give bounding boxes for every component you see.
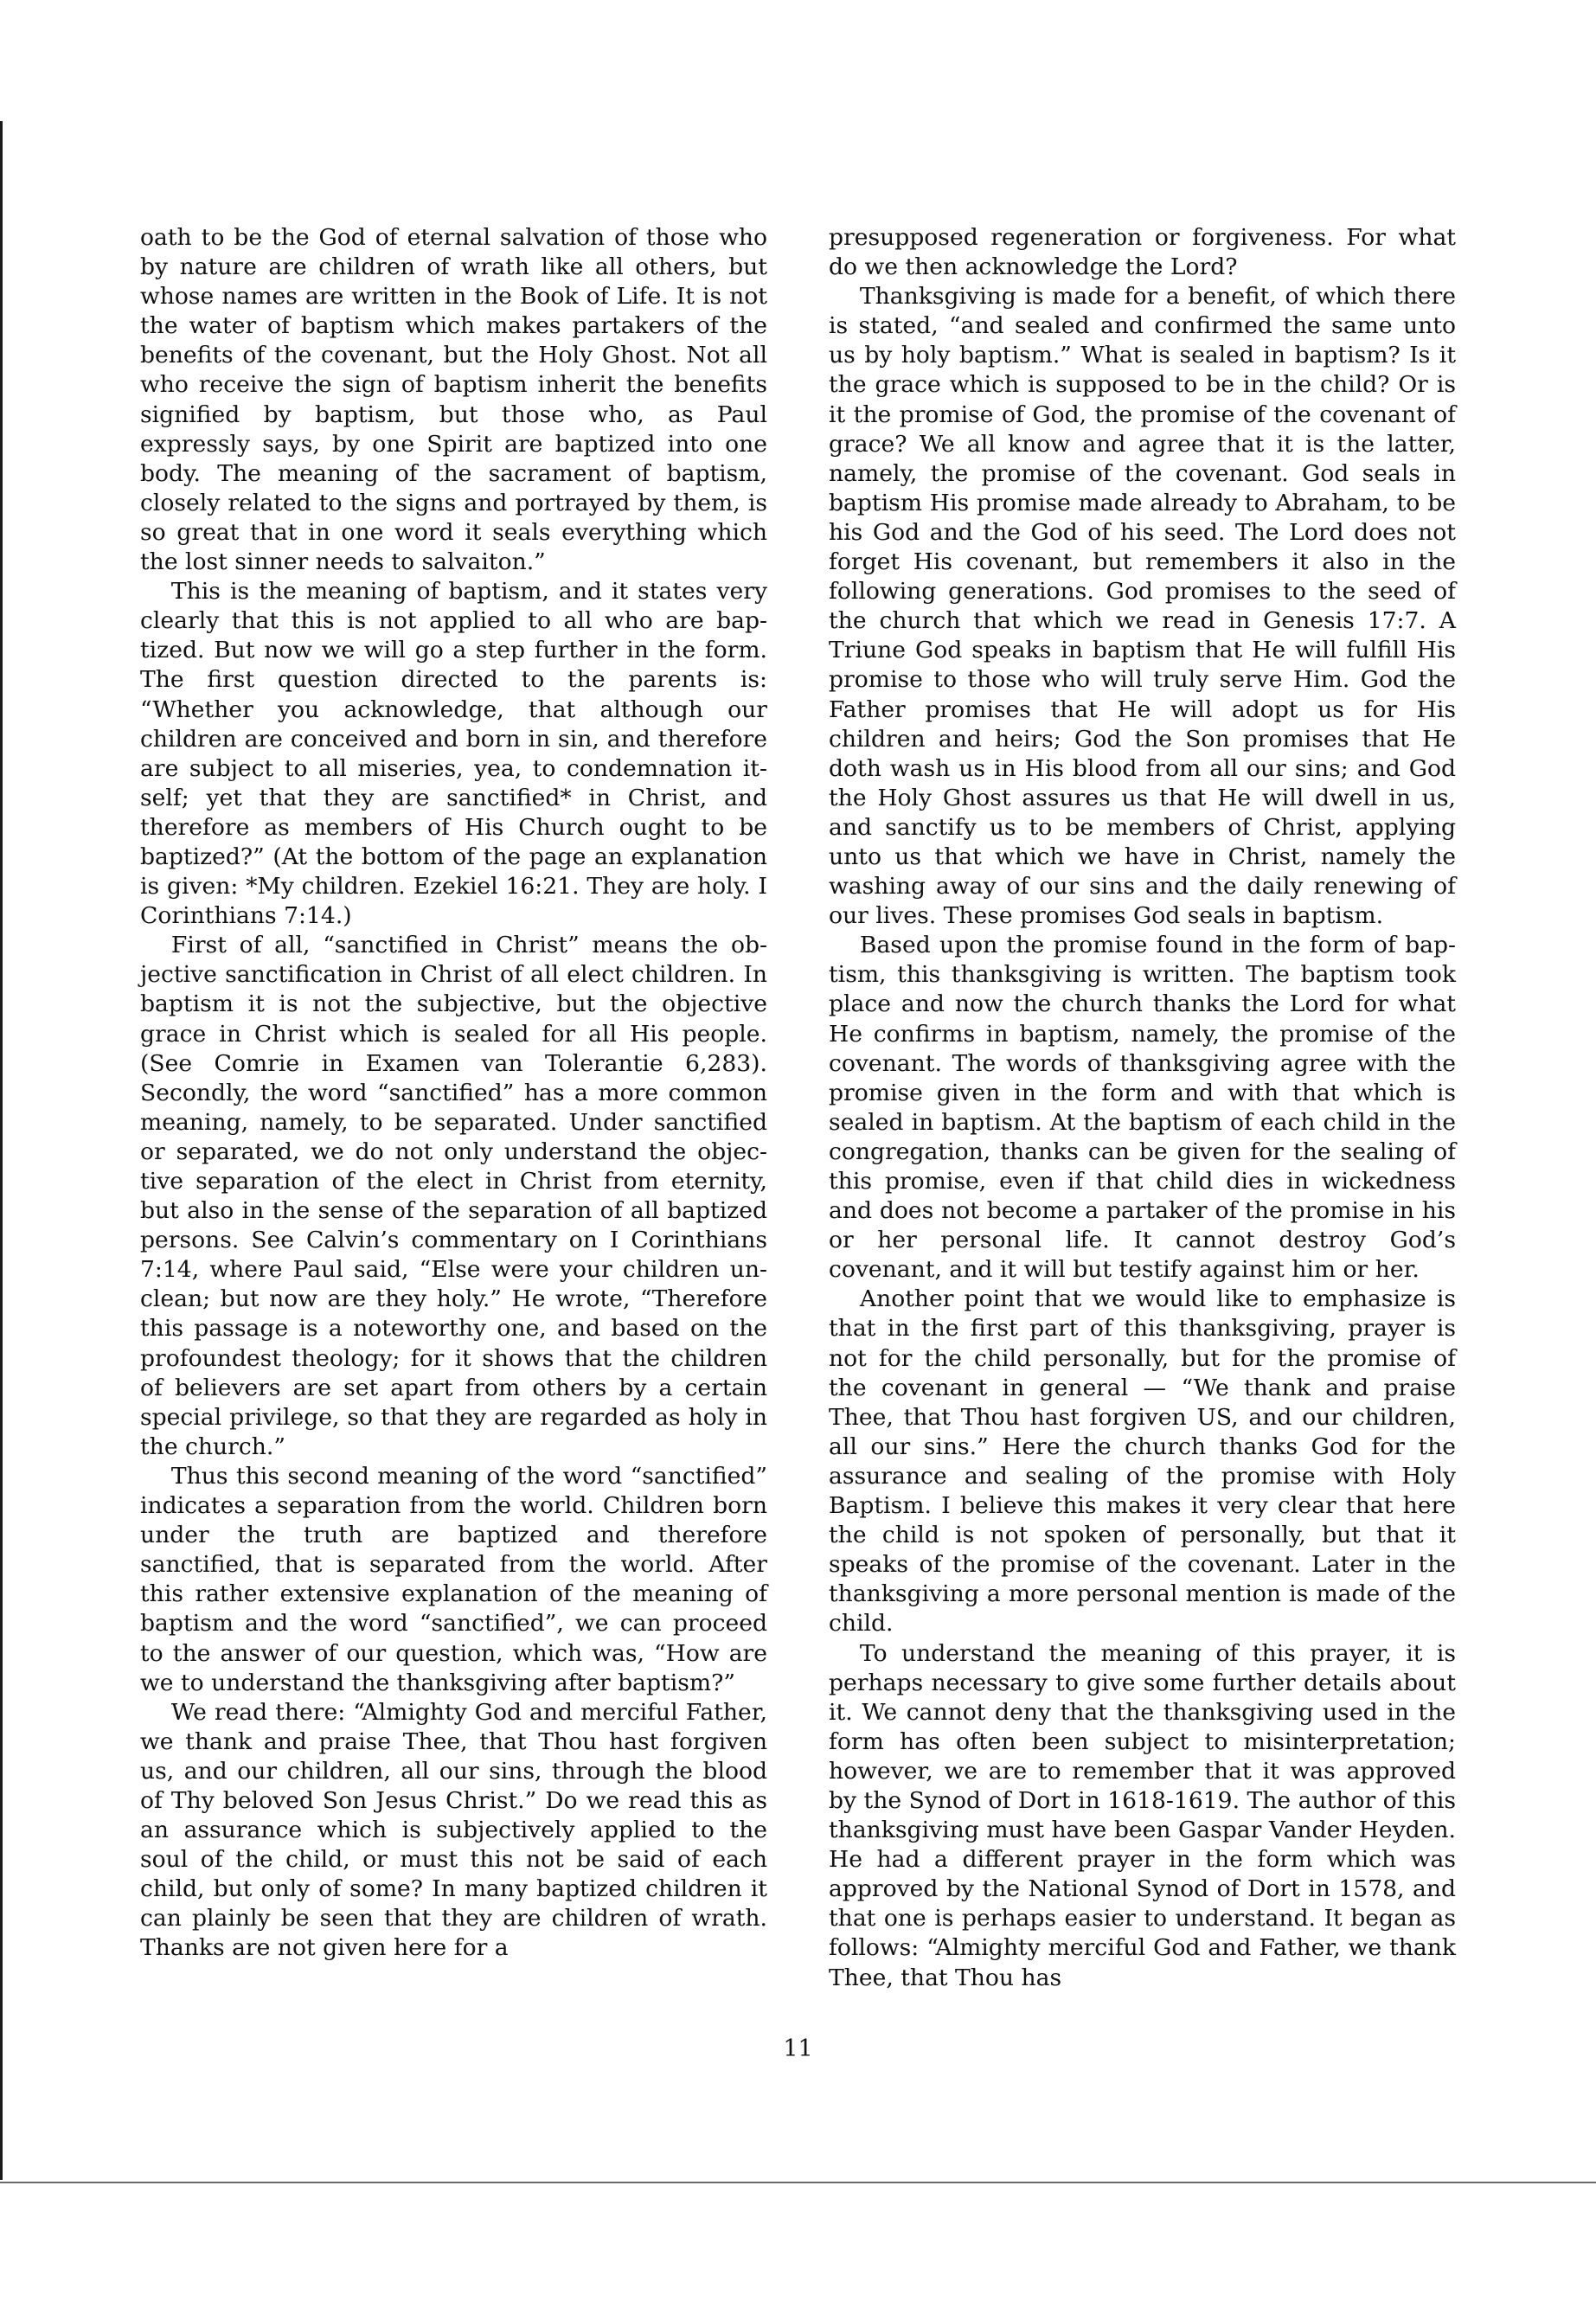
paragraph: First of all, “sanctified in Christ” means the objective sanctification in Christ of all elect children. In baptism it is not the subjective, but the objective grace in Christ which is sealed for all His people. (See Comrie in Examen van Tolerantie 6,283). Secondly, the word “sanctified” has a more common meaning, namely, to be separated. Under sanctified or separated, we do not only understand the objective separation of the elect in Christ from eternity, but also in the sense of the separation of all baptized persons. See Calvin’s commentary on I Corinthians 7:14, where Paul said, “Else were your children unclean; but now are they holy.” He wrote, “Therefore this passage is a noteworthy one, and based on the profoundest theology; for it shows that the children of believers are set apart from others by a certain special privilege, so that they are regarded as holy in the church.”: [140, 932, 767, 1460]
scan-edge-bottom: [0, 2182, 1596, 2183]
paragraph: Another point that we would like to emphasize is that in the first part of this thanksgiving, prayer is not for the child personally, but for the promise of the covenant in general — “We thank and praise Thee, that Thou hast forgiven US, and our children, all our sins.” Here the church thanks God for the assurance and sealing of the promise with Holy Baptism. I believe this makes it very clear that here the child is not spoken of personally, but that it speaks of the promise of the covenant. Later in the thanksgiving a more personal mention is made of the child.: [829, 1285, 1456, 1638]
paragraph: Thanksgiving is made for a benefit, of which there is stated, “and sealed and confirmed the same unto us by holy baptism.” What is sealed in baptism? Is it the grace which is supposed to be in the child? Or is it the promise of God, the promise of the covenant of grace? We all know and agree that it is the latter, namely, the promise of the covenant. God seals in baptism His promise made already to Abraham, to be his God and the God of his seed. The Lord does not forget His covenant, but remembers it also in the following generations. God promises to the seed of the church that which we read in Genesis 17:7. A Triune God speaks in baptism that He will fulfill His promise to those who will truly serve Him. God the Father promises that He will adopt us for His children and heirs; God the Son promises that He doth wash us in His blood from all our sins; and God the Holy Ghost assures us that He will dwell in us, and sanctify us to be members of Christ, applying unto us that which we have in Christ, namely the washing away of our sins and the daily renewing of our lives. These promises God seals in baptism.: [829, 283, 1456, 930]
paragraph: This is the meaning of baptism, and it states very clearly that this is not applied to all who are baptized. But now we will go a step further in the form. The first question directed to the parents is: “Whether you acknowledge, that although our children are conceived and born in sin, and therefore are subject to all miseries, yea, to condemnation itself; yet that they are sanctified* in Christ, and therefore as members of His Church ought to be baptized?” (At the bottom of the page an explanation is given: *My children. Ezekiel 16:21. They are holy. I Corinthians 7:14.): [140, 578, 767, 930]
left-column: [140, 223, 767, 1964]
paragraph: presupposed regeneration or forgiveness. For what do we then acknowledge the Lord?: [829, 224, 1456, 281]
paragraph: We read there: “Almighty God and merciful Father, we thank and praise Thee, that Thou hast forgiven us, and our children, all our sins, through the blood of Thy beloved Son Jesus Christ.” Do we read this as an assurance which is subjectively applied to the soul of the child, or must this not be said of each child, but only of some? In many baptized children it can plainly be seen that they are children of wrath. Thanks are not given here for a: [140, 1698, 767, 1962]
paragraph: To understand the meaning of this prayer, it is perhaps necessary to give some further details about it. We cannot deny that the thanksgiving used in the form has often been subject to misinterpretation; however, we are to remember that it was approved by the Synod of Dort in 1618-1619. The author of this thanksgiving must have been Gaspar Vander Heyden. He had a different prayer in the form which was approved by the National Synod of Dort in 1578, and that one is perhaps easier to understand. It began as follows: “Almighty merciful God and Father, we thank Thee, that Thou has: [829, 1639, 1456, 1991]
paragraph: Thus this second meaning of the word “sanctified” indicates a separation from the world. Children born under the truth are baptized and therefore sanctified, that is separated from the world. After this rather extensive explanation of the meaning of baptism and the word “sanctified”, we can proceed to the answer of our question, which was, “How are we to understand the thanksgiving after baptism?”: [140, 1462, 767, 1696]
scan-edge-left: [0, 121, 3, 2180]
page-number: 11: [783, 2035, 813, 2062]
right-column: [829, 223, 1456, 1993]
paragraph: Based upon the promise found in the form of baptism, this thanksgiving is written. The baptism took place and now the church thanks the Lord for what He confirms in baptism, namely, the promise of the covenant. The words of thanksgiving agree with the promise given in the form and with that which is sealed in baptism. At the baptism of each child in the congregation, thanks can be given for the sealing of this promise, even if that child dies in wickedness and does not become a partaker of the promise in his or her personal life. It cannot destroy God’s covenant, and it will but testify against him or her.: [829, 932, 1456, 1284]
paragraph: oath to be the God of eternal salvation of those who by nature are children of wrath like all others, but whose names are written in the Book of Life. It is not the water of baptism which makes partakers of the benefits of the covenant, but the Holy Ghost. Not all who receive the sign of baptism inherit the benefits signified by baptism, but those who, as Paul expressly says, by one Spirit are baptized into one body. The meaning of the sacrament of baptism, closely related to the signs and portrayed by them, is so great that in one word it seals everything which the lost sinner needs to salvaiton.”: [140, 224, 767, 576]
